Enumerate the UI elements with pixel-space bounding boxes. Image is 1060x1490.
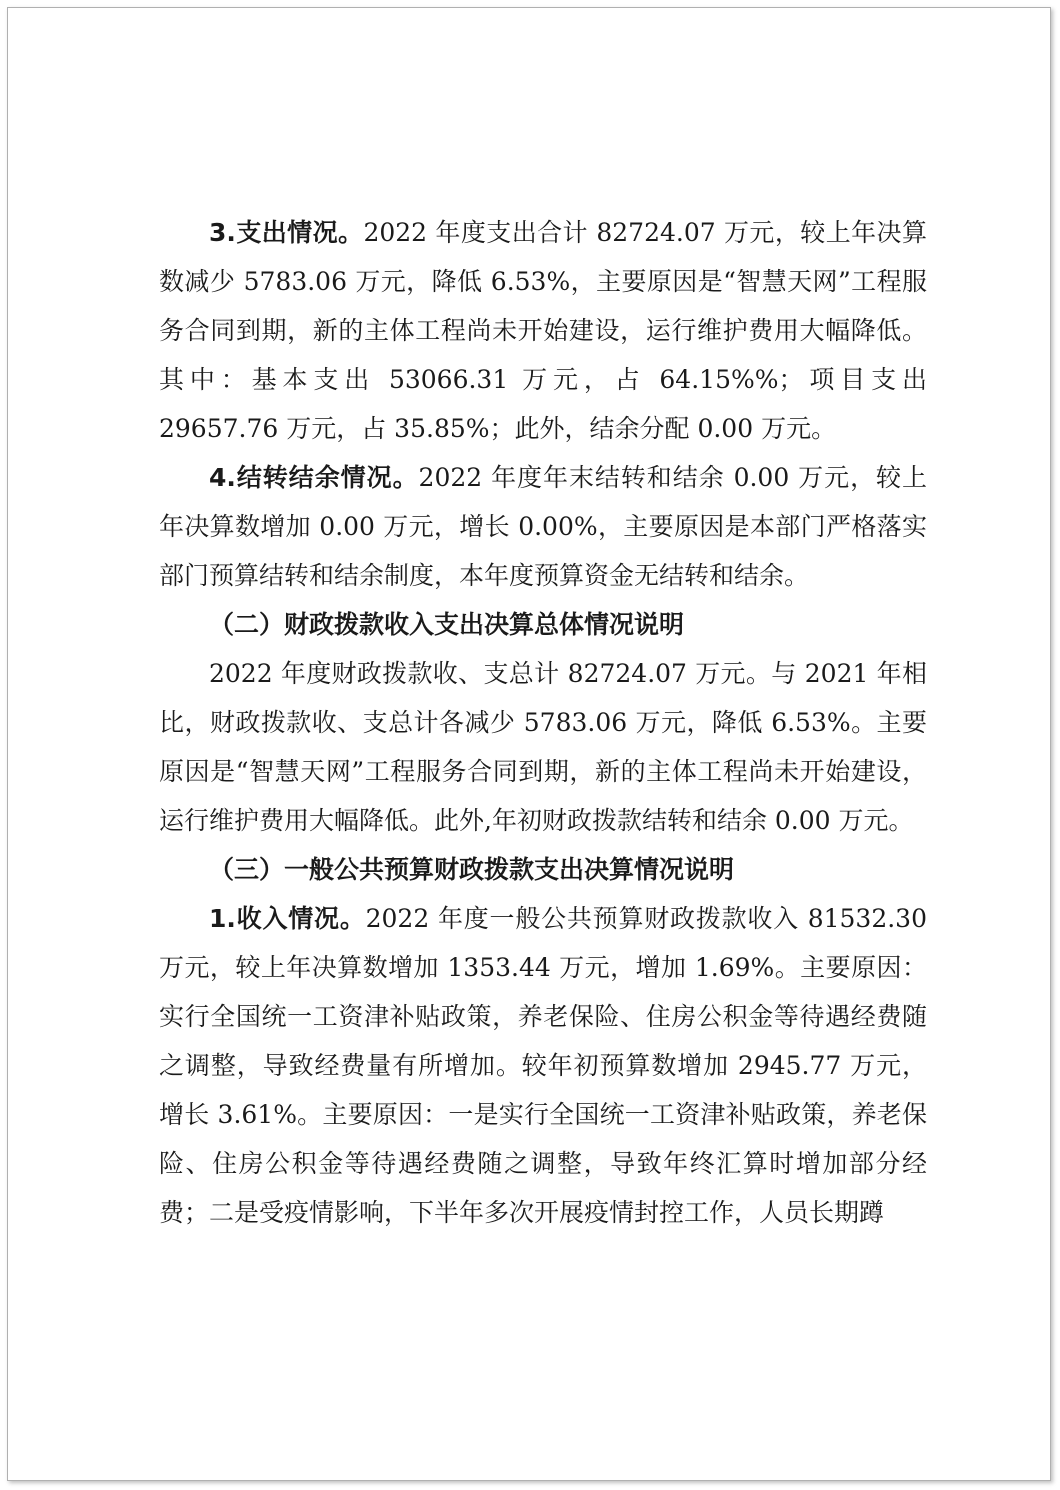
document-body xyxy=(159,208,927,1237)
paragraph-lead: 4.结转结余情况。 xyxy=(209,463,419,492)
paragraph-fiscal-overview: 2022 年度财政拨款收、支总计 82724.07 万元。与 2021 年相比，财政拨款收、支总计各减少 5783.06 万元，降低 6.53%。主要原因是“智慧天网”工程服务合同到期，新的主体工程尚未开始建设，运行维护费用大幅降低。此外,年初财政拨款结转和结余 0.00 万元。 xyxy=(159,659,927,835)
document-page xyxy=(7,7,1051,1481)
paragraph-text: 2022 年度一般公共预算财政拨款收入 81532.30 万元，较上年决算数增加 1353.44 万元，增加 1.69%。主要原因：实行全国统一工资津补贴政策，养老保险、住房公积金等待遇经费随之调整，导致经费量有所增加。较年初预算数增加 2945.77 万元，增长 3.61%。主要原因：一是实行全国统一工资津补贴政策，养老保险、住房公积金等待遇经费随之调整，导致年终汇算时增加部分经费；二是受疫情影响，下半年多次开展疫情封控工作，人员长期蹲 xyxy=(159,904,927,1227)
paragraph-lead: 1.收入情况。 xyxy=(209,904,366,933)
paragraph-carryover xyxy=(159,453,927,600)
paragraph-text: 2022 年度年末结转和结余 0.00 万元，较上年决算数增加 0.00 万元，增长 0.00%，主要原因是本部门严格落实部门预算结转和结余制度，本年度预算资金无结转和结余。 xyxy=(159,463,927,590)
paragraph-lead: 3.支出情况。 xyxy=(209,218,364,247)
paragraph-expenditure xyxy=(159,208,927,453)
paragraph-text: 2022 年度支出合计 82724.07 万元，较上年决算数减少 5783.06 万元，降低 6.53%，主要原因是“智慧天网”工程服务合同到期，新的主体工程尚未开始建设，运行维护费用大幅降低。其中：基本支出 53066.31 万元，占 64.15%%；项目支出 29657.76 万元，占 35.85%；此外，结余分配 0.00 万元。 xyxy=(159,218,927,443)
section-heading-fiscal-overview: （二）财政拨款收入支出决算总体情况说明 xyxy=(209,610,685,639)
paragraph-income xyxy=(159,894,927,1237)
section-heading-general-budget: （三）一般公共预算财政拨款支出决算情况说明 xyxy=(209,855,735,884)
